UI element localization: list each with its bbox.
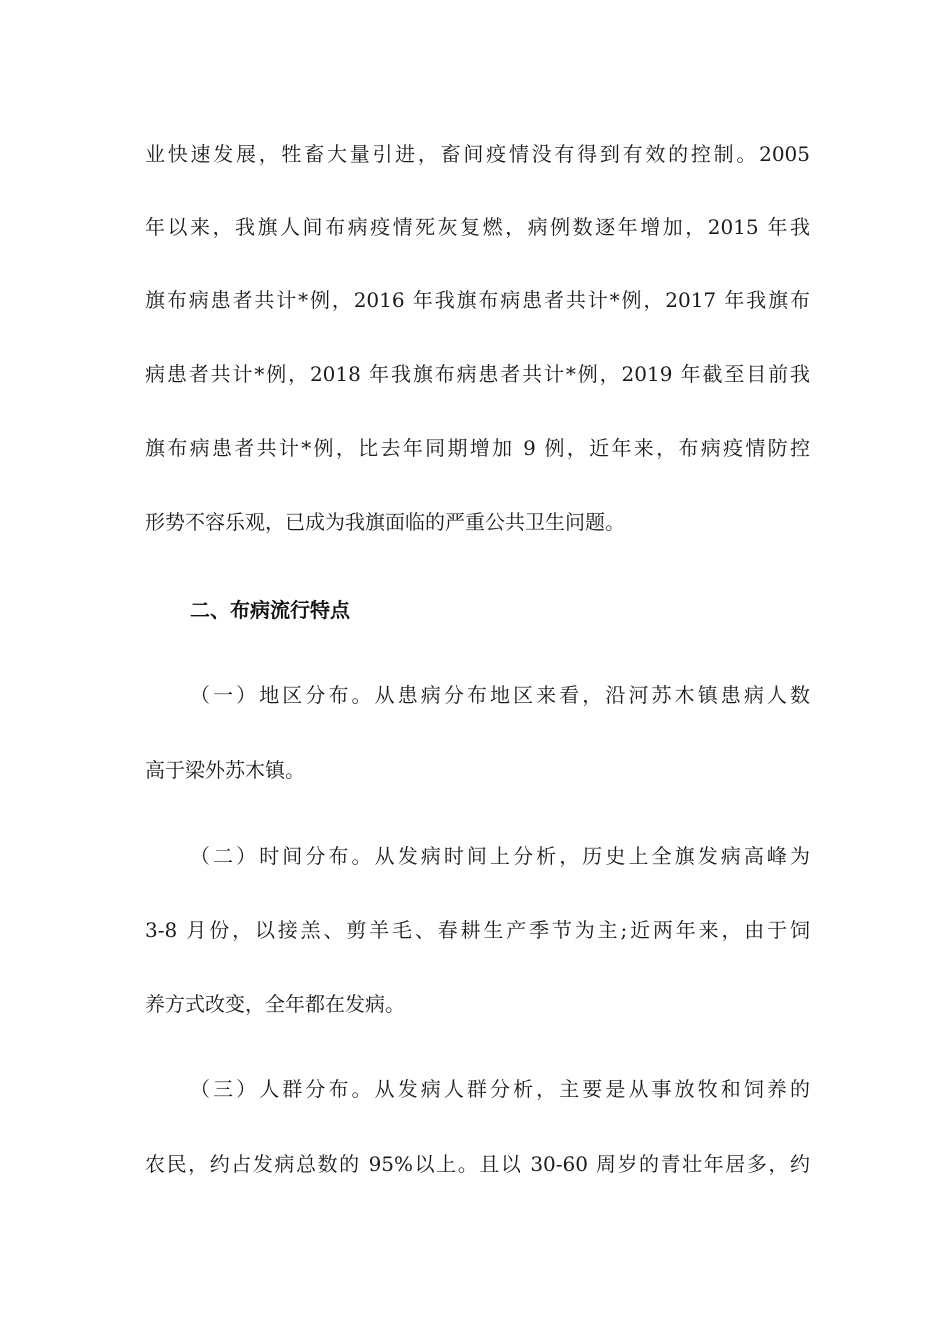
text-line: 业快速发展，牲畜大量引进，畜间疫情没有得到有效的控制。2005: [145, 142, 810, 166]
section-heading: 二、布病流行特点: [190, 598, 350, 622]
text-line: 病患者共计*例，2018 年我旗布病患者共计*例，2019 年截至目前我: [145, 362, 810, 386]
text-line: 高于梁外苏木镇。: [145, 758, 305, 782]
text-line: 形势不容乐观，已成为我旗面临的严重公共卫生问题。: [145, 510, 625, 534]
text-line: 养方式改变，全年都在发病。: [145, 992, 405, 1016]
text-line: 旗布病患者共计*例，2016 年我旗布病患者共计*例，2017 年我旗布: [145, 288, 810, 312]
text-line: 农民，约占发病总数的 95%以上。且以 30-60 周岁的青壮年居多，约: [145, 1152, 810, 1176]
text-line: 旗布病患者共计*例，比去年同期增加 9 例，近年来，布病疫情防控: [145, 436, 810, 460]
text-line: （一）地区分布。从患病分布地区来看，沿河苏木镇患病人数: [190, 683, 810, 707]
text-line: 3-8 月份，以接羔、剪羊毛、春耕生产季节为主;近两年来，由于饲: [145, 918, 810, 942]
text-line: （二）时间分布。从发病时间上分析，历史上全旗发病高峰为: [190, 844, 810, 868]
text-line: （三）人群分布。从发病人群分析，主要是从事放牧和饲养的: [190, 1077, 810, 1101]
text-line: 年以来，我旗人间布病疫情死灰复燃，病例数逐年增加，2015 年我: [145, 215, 810, 239]
